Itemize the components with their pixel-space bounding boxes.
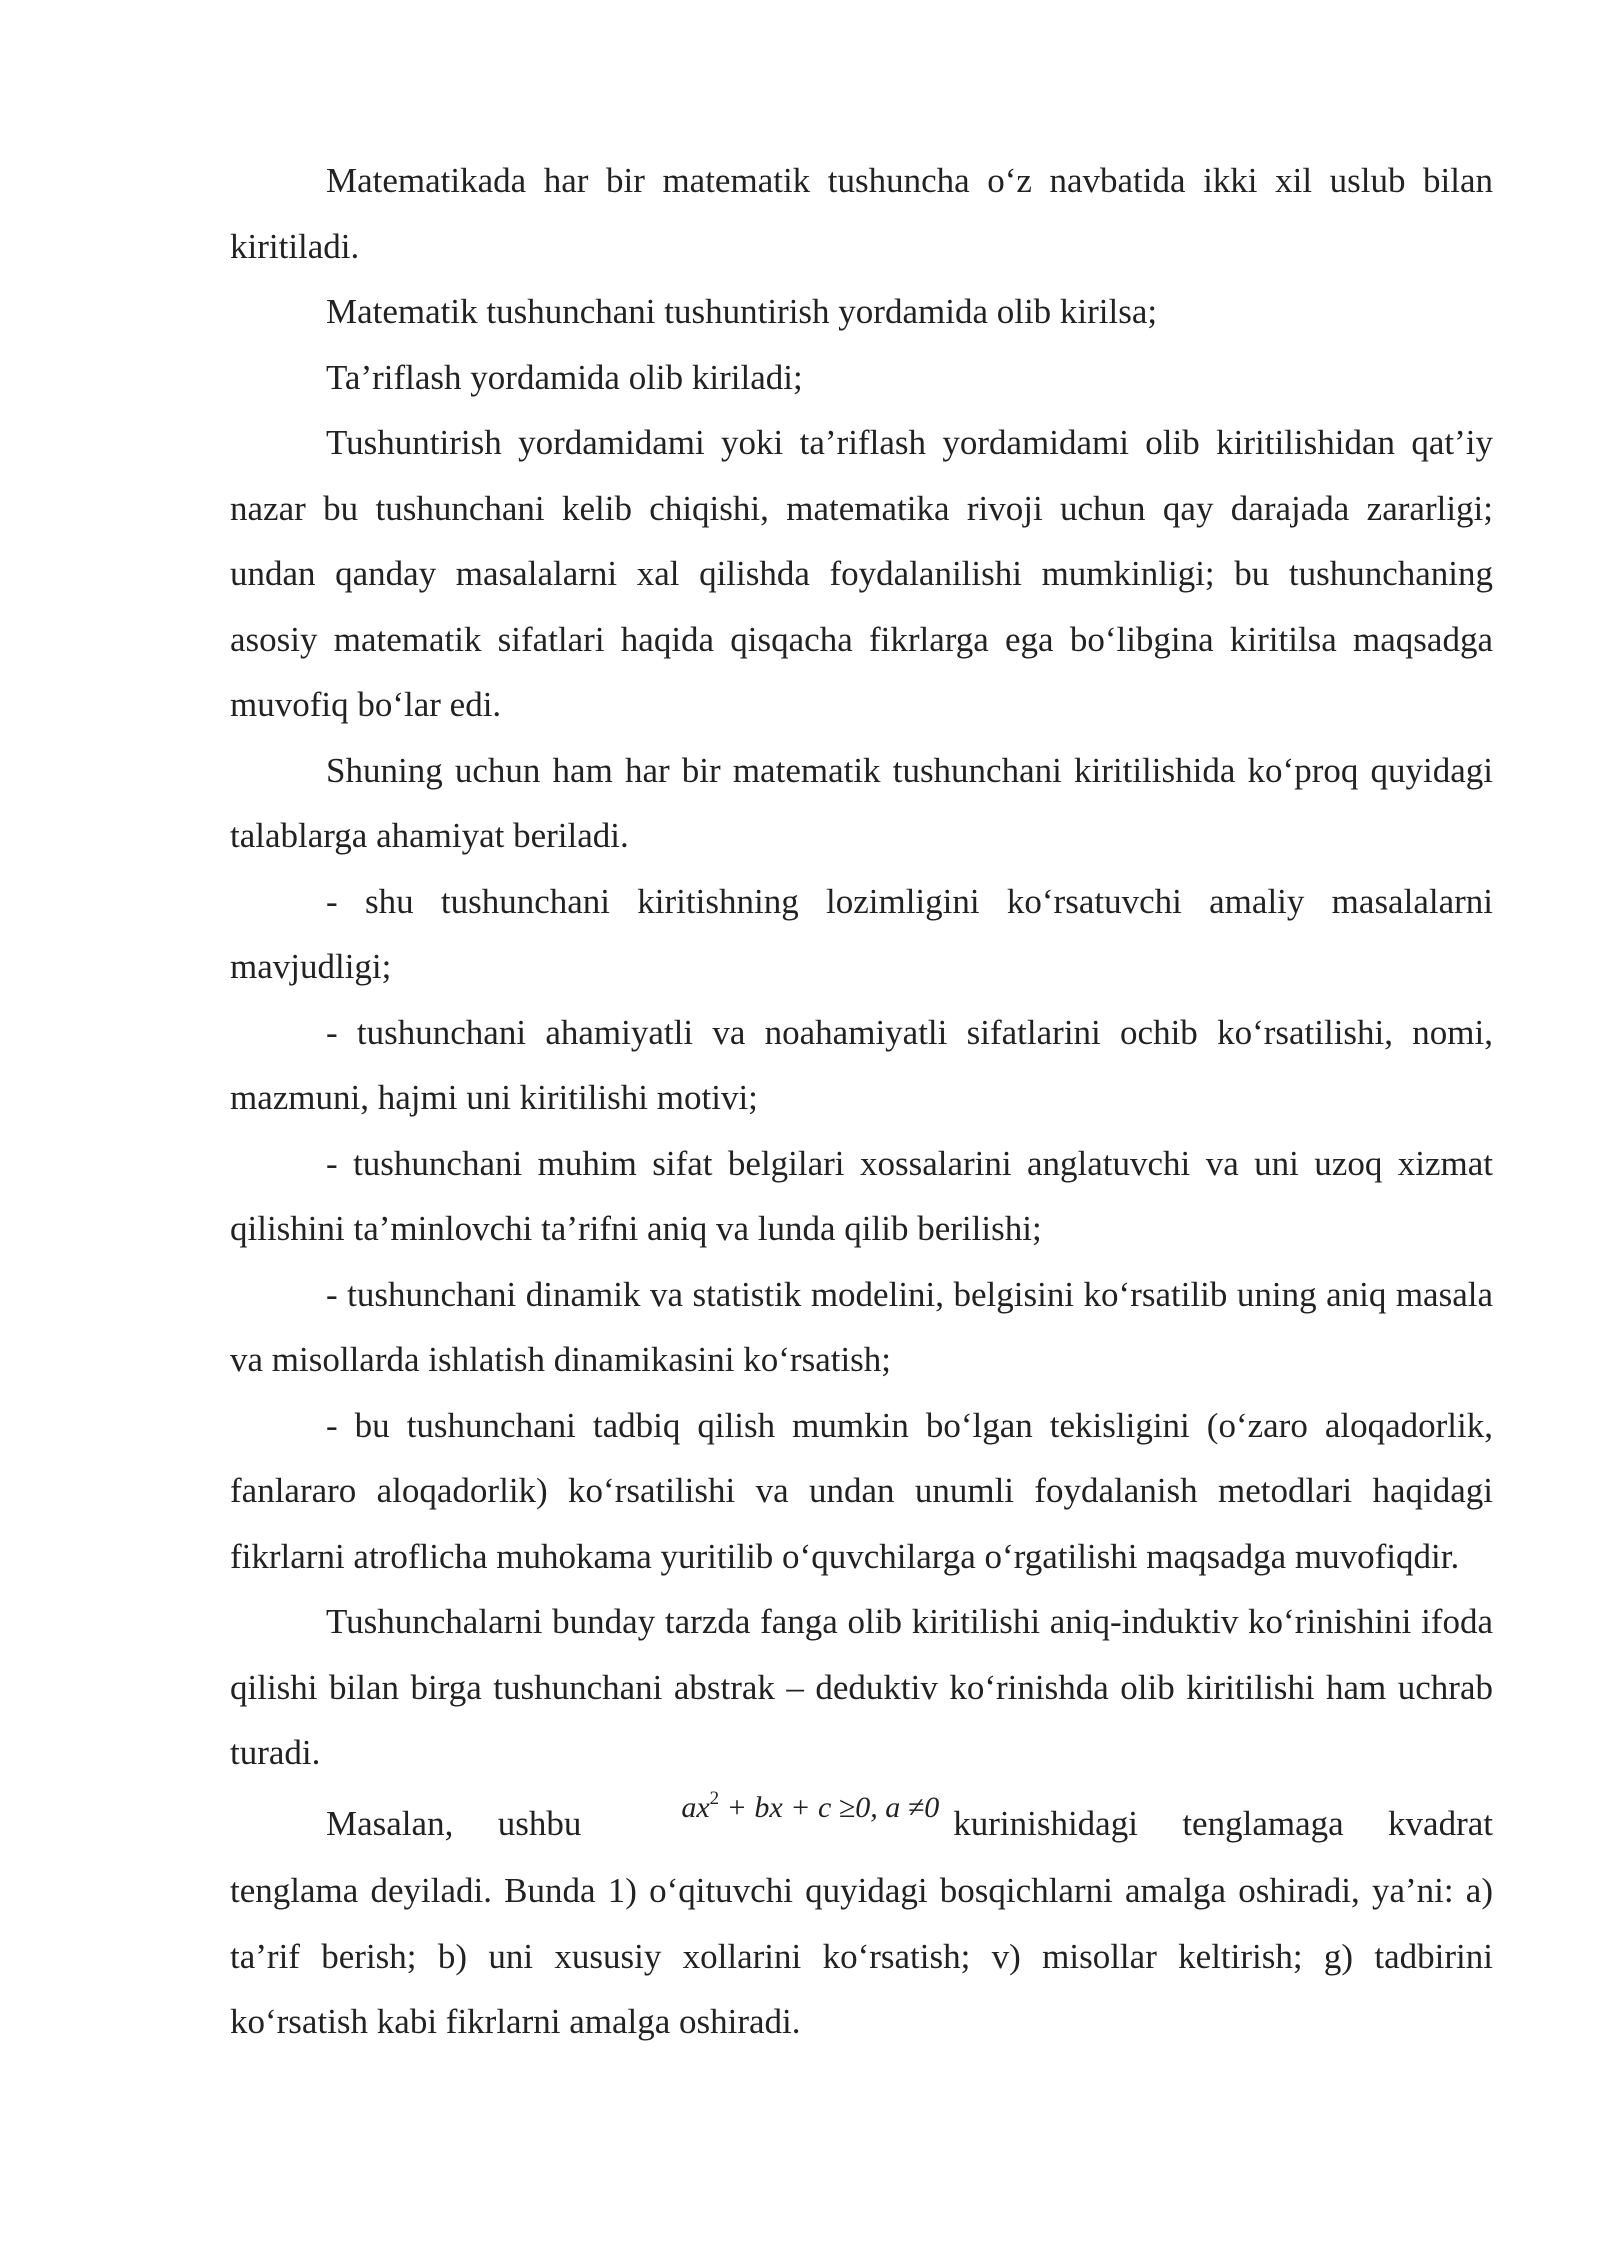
formula-exponent: 2 (709, 1787, 720, 1809)
paragraph-definition-method: Ta’riflash yordamida olib kiriladi; (326, 357, 803, 397)
list-item-requirement-4: - tushunchani dinamik va statistik modelini, belgisini ko‘rsatilib uning aniq masala va misollarda ishlatish dinamikasini ko‘rsatish; (230, 1274, 1493, 1379)
formula-rest: + bx + c ≥0, a ≠0 (719, 1790, 940, 1824)
list-item-requirement-5: - bu tushunchani tadbiq qilish mumkin bo‘lgan tekisligini (o‘zaro aloqadorlik, fanlararo aloqadorlik) ko‘rsatilishi va undan unumli foydalanish metodlari haqidagi fikrlarni atroflicha muhokama yuritilib o‘quvchilarga o‘rgatilishi maqsadga muvofiqdir. (230, 1405, 1493, 1576)
list-item-requirement-1: - shu tushunchani kiritishning lozimligini ko‘rsatuvchi amaliy masalalarni mavjudligi; (230, 881, 1493, 986)
paragraph-intro: Matematikada har bir matematik tushuncha o‘z navbatida ikki xil uslub bilan kiritiladi. (230, 161, 1493, 266)
list-item-requirement-2: - tushunchani ahamiyatli va noahamiyatli sifatlarini ochib ko‘rsatilishi, nomi, mazmuni, hajmi uni kiritilishi motivi; (230, 1012, 1493, 1117)
list-item-requirement-3: - tushunchani muhim sifat belgilari xossalarini anglatuvchi va uni uzoq xizmat qilishini ta’minlovchi ta’rifni aniq va lunda qilib berilishi; (230, 1143, 1493, 1248)
paragraph-requirements-lead: Shuning uchun ham har bir matematik tushunchani kiritilishida ko‘proq quyidagi talablarga ahamiyat beriladi. (230, 750, 1493, 855)
document-page (230, 148, 1493, 2055)
example-lead: Masalan, ushbu (326, 1803, 582, 1843)
quadratic-formula (585, 1768, 939, 1841)
paragraph-inductive-deductive: Tushunchalarni bunday tarzda fanga olib kiritilishi aniq-induktiv ko‘rinishini ifoda qilishi bilan birga tushunchani abstrak – deduktiv ko‘rinishda olib kiritilishi ham uchrab turadi. (230, 1602, 1493, 1772)
example-tail: kurinishidagi tenglamaga kvadrat tenglama deyiladi. Bunda 1) o‘qituvchi quyidagi bosqichlarni amalga oshiradi, ya’ni: a) ta’rif berish; b) uni xususiy xollarini ko‘rsatish; v) misollar keltirish; g) tadbirini ko‘rsatish kabi fikrlarni amalga oshiradi. (230, 1803, 1493, 2041)
formula-base: ax (681, 1790, 710, 1824)
paragraph-introduction-conditions: Tushuntirish yordamidami yoki ta’riflash yordamidami olib kiritilishidan qat’iy nazar bu tushunchani kelib chiqishi, matematika rivoji uchun qay darajada zararligi; undan qanday masalalarni xal qilishda foydalanilishi mumkinligi; bu tushunchaning asosiy matematik sifatlari haqida qisqacha fikrlarga ega bo‘libgina kiritilsa maqsadga muvofiq bo‘lar edi. (230, 423, 1493, 724)
paragraph-explanation-method: Matematik tushunchani tushuntirish yordamida olib kirilsa; (326, 292, 1158, 331)
paragraph-example (230, 1786, 1493, 2055)
